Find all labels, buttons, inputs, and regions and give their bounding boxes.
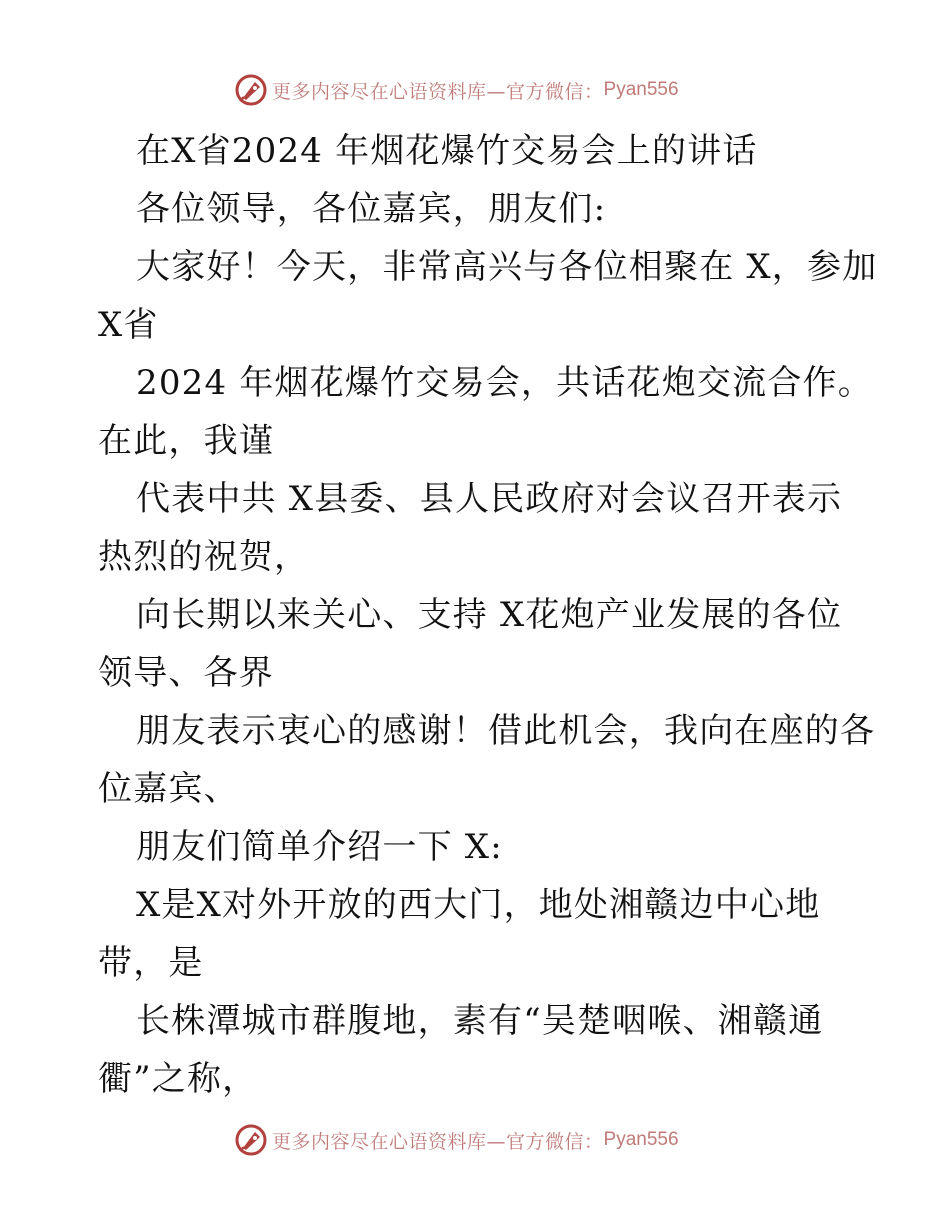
text-line: 热烈的祝贺， — [98, 537, 310, 577]
text-line: 在此，我谨 — [98, 421, 274, 461]
watermark-text: 更多内容尽在心语资料库—官方微信： — [272, 80, 604, 103]
watermark-handle: Pyan556 — [603, 79, 679, 100]
text-line: 带，是 — [98, 943, 204, 983]
text-line: 向长期以来关心、支持 X花炮产业发展的各位 — [136, 595, 843, 635]
text-line: 位嘉宾、 — [98, 769, 239, 809]
text-line: 代表中共 X县委、县人民政府对会议召开表示 — [136, 479, 843, 519]
text-line: 朋友们简单介绍一下 X: — [136, 827, 503, 867]
text-line: 长株潭城市群腹地，素有“吴楚咽喉、湘赣通 — [136, 1001, 824, 1041]
text-line: 大家好！今天，非常高兴与各位相聚在 X，参加 — [136, 247, 878, 287]
text-line: 朋友表示衷心的感谢！借此机会，我向在座的各 — [136, 711, 876, 751]
text-line: 2024 年烟花爆竹交易会，共话花炮交流合作。 — [136, 363, 873, 403]
document-body — [98, 122, 878, 1108]
text-line: 衢”之称， — [98, 1059, 258, 1099]
text-line: X是X对外开放的西大门，地处湘赣边中心地 — [136, 885, 821, 925]
watermark-header — [234, 72, 679, 108]
document-title: 在X省2024 年烟花爆竹交易会上的讲话 — [136, 131, 758, 171]
pen-nib-logo-icon — [234, 1123, 268, 1157]
text-line: X省 — [98, 305, 159, 345]
text-line: 各位领导，各位嘉宾，朋友们: — [136, 189, 607, 229]
watermark-handle: Pyan556 — [603, 1129, 679, 1150]
text-line: 领导、各界 — [98, 653, 274, 693]
pen-nib-logo-icon — [234, 73, 268, 107]
watermark-footer — [234, 1122, 679, 1158]
watermark-text: 更多内容尽在心语资料库—官方微信： — [272, 1130, 604, 1153]
